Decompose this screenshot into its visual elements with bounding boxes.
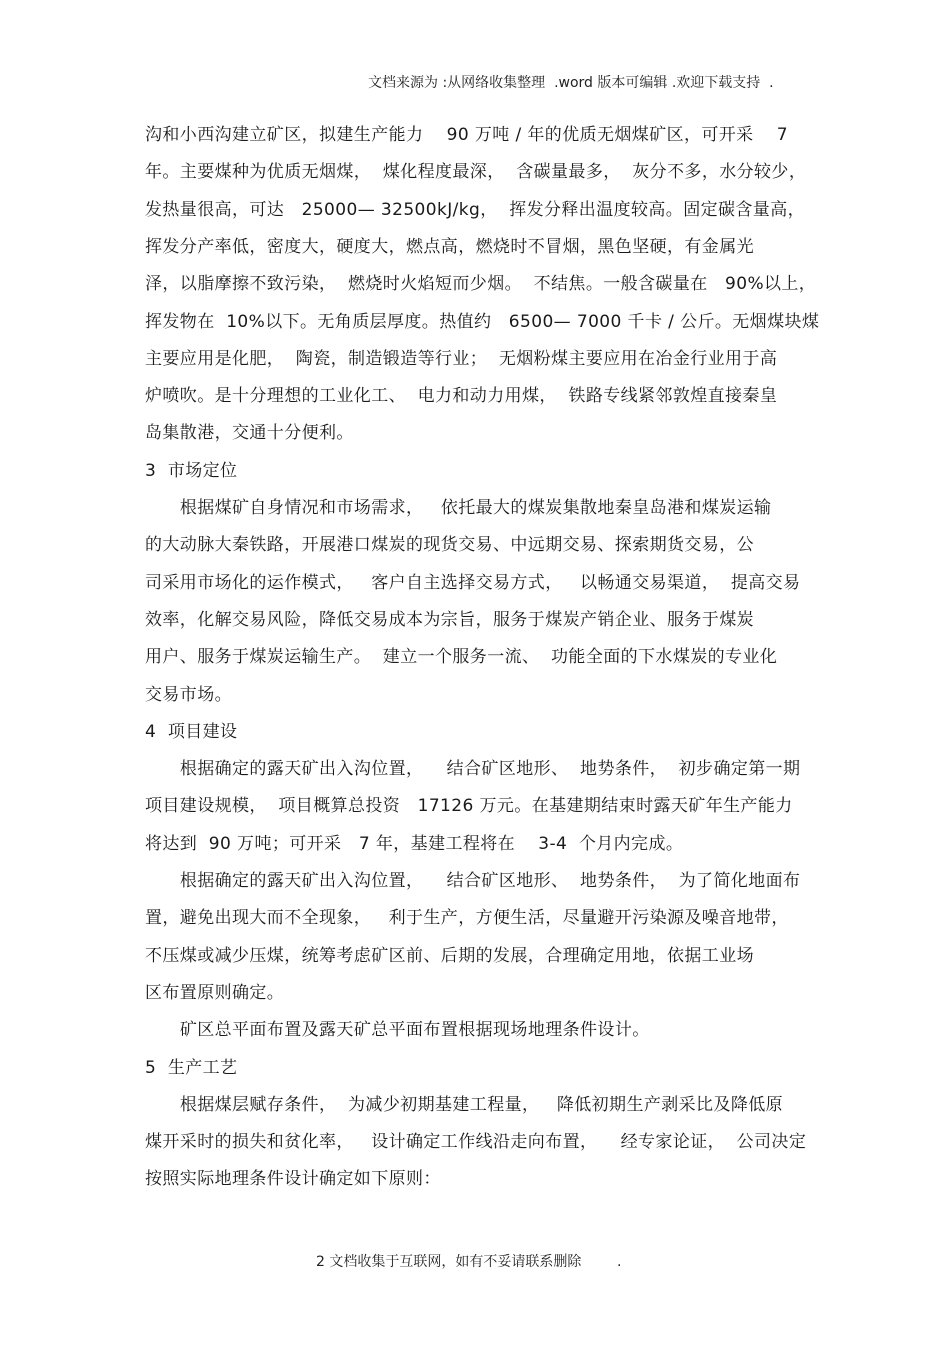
text-line: 置，避免出现大而不全现象， 利于生产，方便生活，尽量避开污染源及噪音地带， <box>145 908 789 928</box>
text-line: 按照实际地理条件设计确定如下原则： <box>145 1169 441 1189</box>
text-line: 矿区总平面布置及露天矿总平面布置根据现场地理条件设计。 <box>145 1020 650 1040</box>
page-header: 文档来源为 :从网络收集整理 .word 版本可编辑 .欢迎下载支持 . <box>368 75 774 91</box>
text-line: 项目建设规模， 项目概算总投资 17126 万元。在基建期结束时露天矿年生产能力 <box>145 796 793 816</box>
text-line: 炉喷吹。是十分理想的工业化工、 电力和动力用煤， 铁路专线紧邻敦煌直接秦皇 <box>145 386 778 406</box>
text-line: 主要应用是化肥， 陶瓷，制造锻造等行业； 无烟粉煤主要应用在冶金行业用于高 <box>145 349 778 369</box>
text-line: 发热量很高，可达 25000— 32500kJ/kg， 挥发分释出温度较高。固定碳含量高， <box>145 200 806 220</box>
text-line: 泽，以脂摩擦不致污染， 燃烧时火焰短而少烟。 不结焦。一般含碳量在 90%以上， <box>145 274 817 294</box>
text-line: 将达到 90 万吨；可开采 7 年，基建工程将在 3-4 个月内完成。 <box>145 834 684 854</box>
text-line: 3 市场定位 <box>145 461 238 481</box>
text-line: 4 项目建设 <box>145 722 238 742</box>
text-line: 交易市场。 <box>145 685 232 705</box>
text-line: 的大动脉大秦铁路，开展港口煤炭的现货交易、中远期交易、探索期货交易，公 <box>145 535 754 555</box>
text-line: 年。主要煤种为优质无烟煤， 煤化程度最深， 含碳量最多， 灰分不多，水分较少， <box>145 162 807 182</box>
text-line: 5 生产工艺 <box>145 1058 238 1078</box>
text-line: 不压煤或减少压煤，统筹考虑矿区前、后期的发展，合理确定用地，依据工业场 <box>145 946 754 966</box>
text-line: 根据确定的露天矿出入沟位置， 结合矿区地形、 地势条件， 为了简化地面布 <box>145 871 801 891</box>
text-line: 岛集散港，交通十分便利。 <box>145 423 354 443</box>
text-line: 煤开采时的损失和贫化率， 设计确定工作线沿走向布置， 经专家论证， 公司决定 <box>145 1132 807 1152</box>
text-line: 效率，化解交易风险，降低交易成本为宗旨，服务于煤炭产销企业、服务于煤炭 <box>145 610 754 630</box>
text-line: 司采用市场化的运作模式， 客户自主选择交易方式， 以畅通交易渠道， 提高交易 <box>145 573 801 593</box>
text-line: 挥发物在 10%以下。无角质层厚度。热值约 6500— 7000 千卡 / 公斤。无烟煤块煤 <box>145 312 820 332</box>
text-line: 根据煤层赋存条件， 为减少初期基建工程量， 降低初期生产剥采比及降低原 <box>145 1095 784 1115</box>
page-footer: 2 文档收集于互联网，如有不妥请联系删除 . <box>316 1254 622 1270</box>
text-line: 根据煤矿自身情况和市场需求， 依托最大的煤炭集散地秦皇岛港和煤炭运输 <box>145 498 772 518</box>
text-line: 挥发分产率低，密度大，硬度大，燃点高，燃烧时不冒烟，黑色坚硬，有金属光 <box>145 237 754 257</box>
text-line: 沟和小西沟建立矿区，拟建生产能力 90 万吨 / 年的优质无烟煤矿区，可开采 7 <box>145 125 789 145</box>
text-line: 区布置原则确定。 <box>145 983 285 1003</box>
text-line: 用户、服务于煤炭运输生产。 建立一个服务一流、 功能全面的下水煤炭的专业化 <box>145 647 778 667</box>
text-line: 根据确定的露天矿出入沟位置， 结合矿区地形、 地势条件， 初步确定第一期 <box>145 759 801 779</box>
